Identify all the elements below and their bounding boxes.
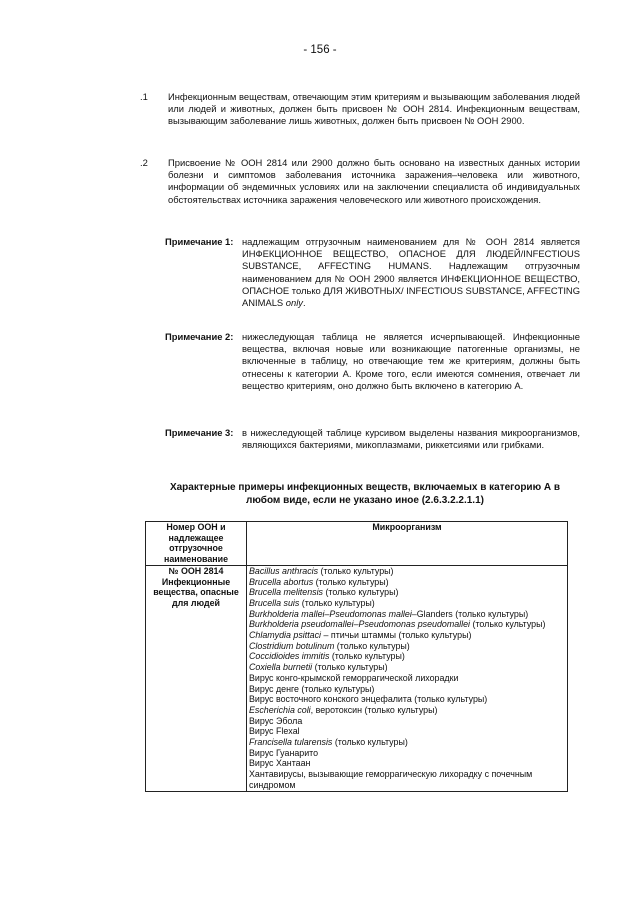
list-item bbox=[249, 726, 565, 737]
species-name: Bacillus anthracis bbox=[249, 565, 319, 576]
item-note: (только культуры) bbox=[318, 565, 394, 576]
species-name: Burkholderia pseudomallei–Pseudomonas pseudomallei bbox=[249, 619, 471, 630]
list-item bbox=[249, 769, 565, 790]
header-un-number: Номер ООН и надлежащее отгрузочное наименование bbox=[146, 522, 247, 566]
list-item bbox=[249, 716, 565, 727]
item-note: Хантавирусы, вызывающие геморрагическую лихорадку с почечным синдромом bbox=[249, 769, 533, 790]
list-item bbox=[249, 619, 565, 630]
list-item bbox=[249, 566, 565, 577]
list-item bbox=[249, 694, 565, 705]
list-item bbox=[249, 630, 565, 641]
header-microorganism: Микроорганизм bbox=[247, 522, 568, 566]
list-item bbox=[249, 684, 565, 695]
item-note: Вирус Хантаан bbox=[249, 758, 311, 769]
species-name: Coxiella burnetii bbox=[249, 662, 313, 673]
un-number-cell: № ООН 2814 Инфекционные вещества, опасные для людей bbox=[146, 565, 247, 791]
species-name: Clostridium botulinum bbox=[249, 640, 335, 651]
item-note: (только культуры) bbox=[299, 597, 375, 608]
item-note: Вирус Эбола bbox=[249, 715, 303, 726]
note-text: нижеследующая таблица не является исчерпывающей. Инфекционные вещества, включая новые или возникающие патогенные организмы, не включенные в таблицу, но отвечающие тем же критериям, должны быть отнесены к категории А. Кроме того, если имеются сомнения, отвечает ли вещество критериям, оно должно быть включено в категорию А. bbox=[242, 331, 580, 391]
list-item bbox=[249, 673, 565, 684]
note-text: надлежащим отгрузочным наименованием для № ООН 2814 является ИНФЕКЦИОННОЕ ВЕЩЕСТВО, ОПАСНОЕ ДЛЯ ЛЮДЕЙ/INFECTIOUS SUBSTANCE, AFFECTING HUMANS. Надлежащим отгрузочным наименованием для № ООН 2900 является ИНФЕКЦИОННОЕ ВЕЩЕСТВО, ОПАСНОЕ только ДЛЯ ЖИВОТНЫХ/ INFECTIOUS SUBSTANCE, AFFECTING ANIMALS only. bbox=[242, 236, 580, 309]
microorganism-list bbox=[247, 565, 568, 791]
list-item bbox=[249, 705, 565, 716]
note-label: Примечание 3: bbox=[165, 427, 234, 438]
item-note: (только культуры) bbox=[312, 662, 388, 673]
note-3 bbox=[165, 427, 580, 451]
item-note: –Glanders (только культуры) bbox=[411, 608, 529, 619]
species-name: Escherichia coli bbox=[249, 704, 311, 715]
species-name: Burkholderia mallei–Pseudomonas mallei bbox=[249, 608, 412, 619]
item-note: Вирус Flexal bbox=[249, 726, 300, 737]
species-name: Brucella abortus bbox=[249, 576, 314, 587]
species-name: Francisella tularensis bbox=[249, 737, 333, 748]
table-header-row bbox=[146, 522, 568, 566]
item-note: Вирус конго-крымской геморрагической лихорадки bbox=[249, 672, 459, 683]
item-note: Вирус восточного конского энцефалита (только культуры) bbox=[249, 694, 488, 705]
paragraph-number: .2 bbox=[140, 157, 148, 168]
paragraph-1 bbox=[140, 91, 580, 128]
table-title: Характерные примеры инфекционных веществ, включаемых в категорию А в любом виде, если не указано иное (2.6.3.2.2.1.1) bbox=[169, 482, 561, 506]
note-text: в нижеследующей таблице курсивом выделены названия микроорганизмов, являющихся бактериями, микоплазмами, риккетсиями или грибками. bbox=[242, 427, 580, 451]
item-note: , веротоксин (только культуры) bbox=[310, 704, 438, 715]
item-note: (только культуры) bbox=[334, 640, 410, 651]
note-2 bbox=[165, 331, 580, 392]
list-item bbox=[249, 662, 565, 673]
note-1 bbox=[165, 236, 580, 309]
list-item bbox=[249, 598, 565, 609]
list-item bbox=[249, 587, 565, 598]
page-number: - 156 - bbox=[303, 44, 337, 56]
species-name: Brucella melitensis bbox=[249, 587, 323, 598]
item-note: Вирус денге (только культуры) bbox=[249, 683, 375, 694]
list-item bbox=[249, 641, 565, 652]
item-note: (только культуры) bbox=[313, 576, 389, 587]
list-item bbox=[249, 737, 565, 748]
item-note: Вирус Гуанарито bbox=[249, 747, 319, 758]
species-name: Coccidioides immitis bbox=[249, 651, 330, 662]
item-note: (только культуры) bbox=[323, 587, 399, 598]
list-item bbox=[249, 748, 565, 759]
species-name: Brucella suis bbox=[249, 597, 300, 608]
item-note: – птичьи штаммы (только культуры) bbox=[321, 630, 472, 641]
item-note: (только культуры) bbox=[332, 737, 408, 748]
paragraph-text: Присвоение № ООН 2814 или 2900 должно быть основано на известных данных истории болезни и симптомов заболевания источника заражения–человека или животного, информации об эндемичных условиях или на заключении специалиста об индивидуальных обстоятельствах источника заражения человеческого или животного происхождения. bbox=[168, 157, 580, 205]
table-row bbox=[146, 565, 568, 791]
species-name: Chlamydia psittaci bbox=[249, 630, 322, 641]
list-item bbox=[249, 758, 565, 769]
list-item bbox=[249, 609, 565, 620]
list-item bbox=[249, 651, 565, 662]
paragraph-2 bbox=[140, 157, 580, 206]
paragraph-text: Инфекционным веществам, отвечающим этим критериям и вызывающим заболевания людей или людей и животных, должен быть присвоен № ООН 2814. Инфекционным веществам, вызывающим заболевание лишь животных, должен быть присвоен № ООН 2900. bbox=[168, 91, 580, 127]
item-note: (только культуры) bbox=[329, 651, 405, 662]
note-label: Примечание 2: bbox=[165, 331, 234, 342]
paragraph-number: .1 bbox=[140, 91, 148, 102]
note-label: Примечание 1: bbox=[165, 236, 234, 247]
microorganism-table bbox=[145, 521, 568, 792]
item-note: (только культуры) bbox=[470, 619, 546, 630]
list-item bbox=[249, 577, 565, 588]
